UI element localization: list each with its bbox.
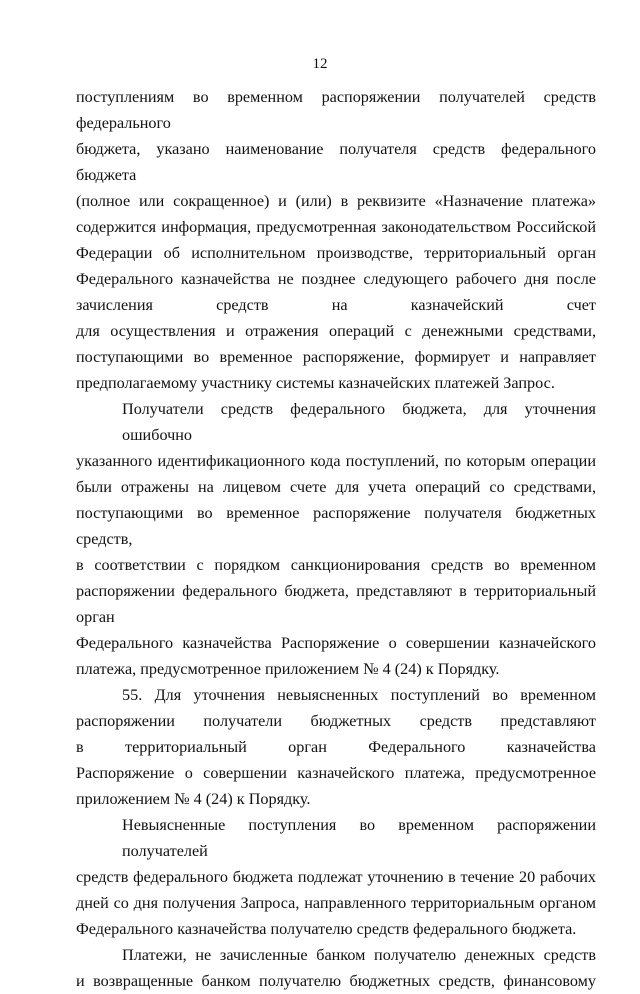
text-line: бюджета, указано наименование получателя средств федерального бюджета [76, 140, 596, 184]
text-line: для осуществления и отражения операций с денежными средствами, [76, 322, 596, 340]
text-line: зачисления средств на казначейский счет [76, 296, 596, 314]
text-line: Федерального казначейства Распоряжение о совершении казначейского [76, 634, 596, 652]
text-line: поступающими во временное распоряжение получателя бюджетных средств, [76, 504, 596, 548]
text-line: дней со дня получения Запроса, направленного территориальным органом [76, 894, 596, 912]
text-line: поступлениям во временном распоряжении получателей средств федерального [76, 88, 596, 132]
paragraph-1 [76, 84, 596, 396]
text-line: Распоряжение о совершении казначейского платежа, предусмотренное [76, 764, 596, 782]
text-line: 55. Для уточнения невыясненных поступлений во временном [122, 686, 596, 704]
text-line: Федерального казначейства получателю средств федерального бюджета. [76, 920, 577, 938]
text-line: приложением № 4 (24) к Порядку. [76, 790, 311, 808]
text-line: содержится информация, предусмотренная законодательством Российской [76, 218, 596, 236]
paragraph-4 [76, 812, 596, 942]
text-line: распоряжении федерального бюджета, представляют в территориальный орган [76, 582, 596, 626]
page-number: 12 [312, 56, 328, 72]
document-body [76, 84, 596, 994]
text-line: Платежи, не зачисленные банком получателю денежных средств [122, 946, 596, 964]
text-line: в территориальный орган Федерального казначейства [76, 738, 596, 756]
text-line: платежа, предусмотренное приложением № 4 (24) к Порядку. [76, 660, 500, 678]
text-line: в соответствии с порядком санкционирования средств во временном [76, 556, 596, 574]
text-line: указанного идентификационного кода поступлений, по которым операции [76, 452, 596, 470]
text-line: поступающими во временное распоряжение, формирует и направляет [76, 348, 596, 366]
text-line: были отражены на лицевом счете для учета операций со средствами, [76, 478, 596, 496]
text-line: распоряжении получатели бюджетных средств представляют [76, 712, 596, 730]
paragraph-5 [76, 942, 596, 994]
paragraph-3 [76, 682, 596, 812]
text-line: предполагаемому участнику системы казначейских платежей Запрос. [76, 374, 555, 392]
text-line: Невыясненные поступления во временном распоряжении получателей [122, 816, 596, 860]
text-line: Федерации об исполнительном производстве, территориальный орган [76, 244, 596, 262]
paragraph-2 [76, 396, 596, 682]
text-line: (полное или сокращенное) и (или) в реквизите «Назначение платежа» [76, 192, 596, 210]
text-line: и возвращенные банком получателю бюджетных средств, финансовому [76, 972, 596, 990]
text-line: средств федерального бюджета подлежат уточнению в течение 20 рабочих [76, 868, 596, 886]
text-line: Получатели средств федерального бюджета, для уточнения ошибочно [122, 400, 596, 444]
text-line: Федерального казначейства не позднее следующего рабочего дня после [76, 270, 596, 288]
